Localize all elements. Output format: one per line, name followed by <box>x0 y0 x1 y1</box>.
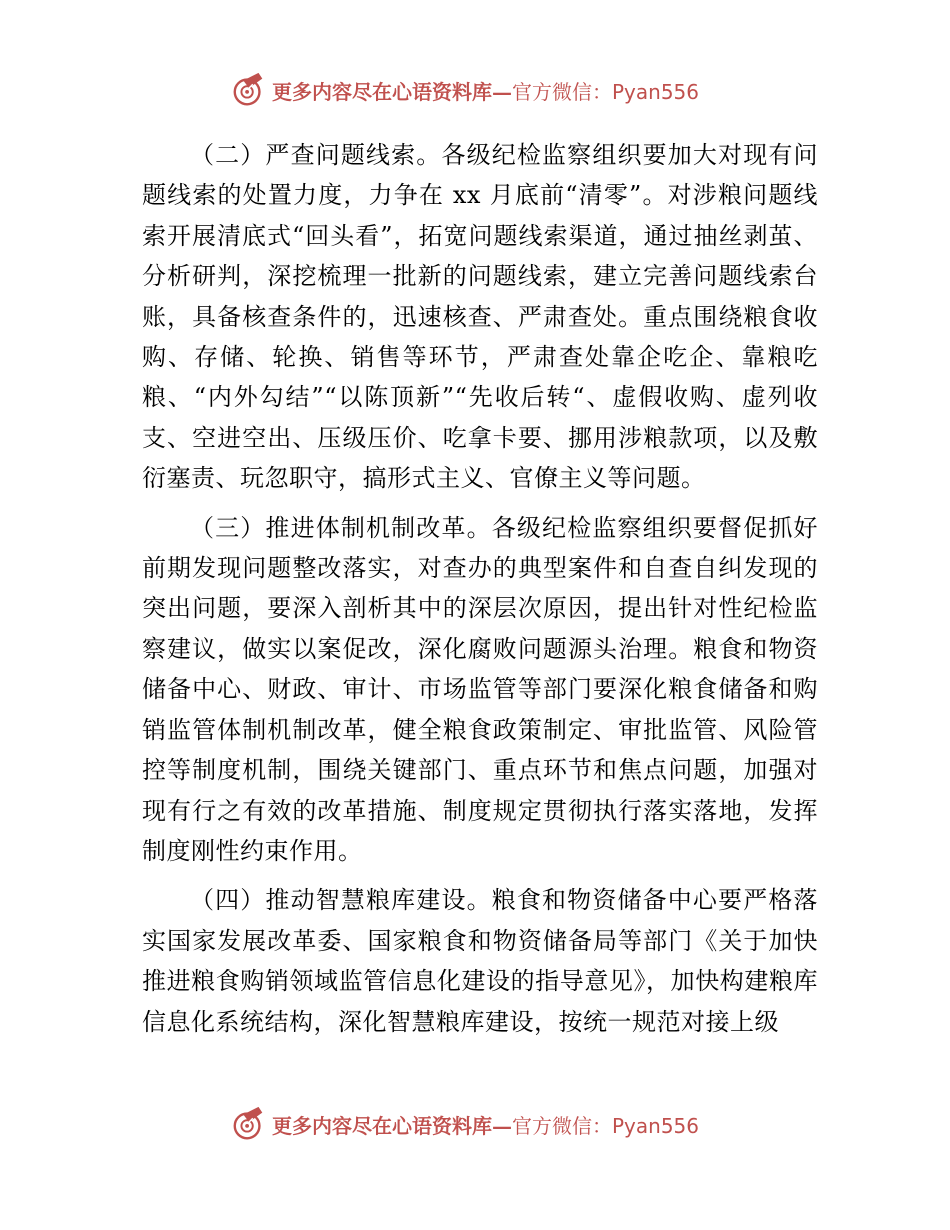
banner-wechat: 官方微信：Pyan556 <box>512 79 700 104</box>
document-body <box>142 135 818 1051</box>
pen-nib-seal-icon <box>230 71 268 109</box>
banner-title: 更多内容尽在心语资料库— <box>272 79 512 104</box>
paragraph-3: （三）推进体制机制改革。各级纪检监察组织要督促抓好前期发现问题整改落实，对查办的典型案件和自查自纠发现的突出问题，要深入剖析其中的深层次原因，提出针对性纪检监察建议，做实以案促改，深化腐败问题源头治理。粮食和物资储备中心、财政、审计、市场监管等部门要深化粮食储备和购销监管体制机制改革，健全粮食政策制定、审批监管、风险管控等制度机制，围绕关键部门、重点环节和焦点问题，加强对现有行之有效的改革措施、制度规定贯彻执行落实落地，发挥制度刚性约束作用。 <box>142 513 818 865</box>
header-banner <box>230 70 750 110</box>
banner-title: 更多内容尽在心语资料库— <box>272 1113 512 1138</box>
pen-nib-seal-icon <box>230 1105 268 1143</box>
banner-wechat: 官方微信：Pyan556 <box>512 1113 700 1138</box>
paragraph-4: （四）推动智慧粮库建设。粮食和物资储备中心要严格落实国家发展改革委、国家粮食和物资储备局等部门《关于加快推进粮食购销领域监管信息化建设的指导意见》，加快构建粮库信息化系统结构，深化智慧粮库建设，按统一规范对接上级 <box>142 886 818 1036</box>
paragraph-2: （二）严查问题线索。各级纪检监察组织要加大对现有问题线索的处置力度，力争在 xx 月底前“清零”。对涉粮问题线索开展清底式“回头看”，拓宽问题线索渠道，通过抽丝剥茧、分析研判，深挖梳理一批新的问题线索，建立完善问题线索台账，具备核查条件的，迅速核查、严肃查处。重点围绕粮食收购、存储、轮换、销售等环节，严肃查处靠企吃企、靠粮吃粮、“内外勾结”“以陈顶新”“先收后转“、虚假收购、虚列收支、空进空出、压级压价、吃拿卡要、挪用涉粮款项，以及敷衍塞责、玩忽职守，搞形式主义、官僚主义等问题。 <box>142 141 818 493</box>
footer-banner <box>230 1104 750 1144</box>
